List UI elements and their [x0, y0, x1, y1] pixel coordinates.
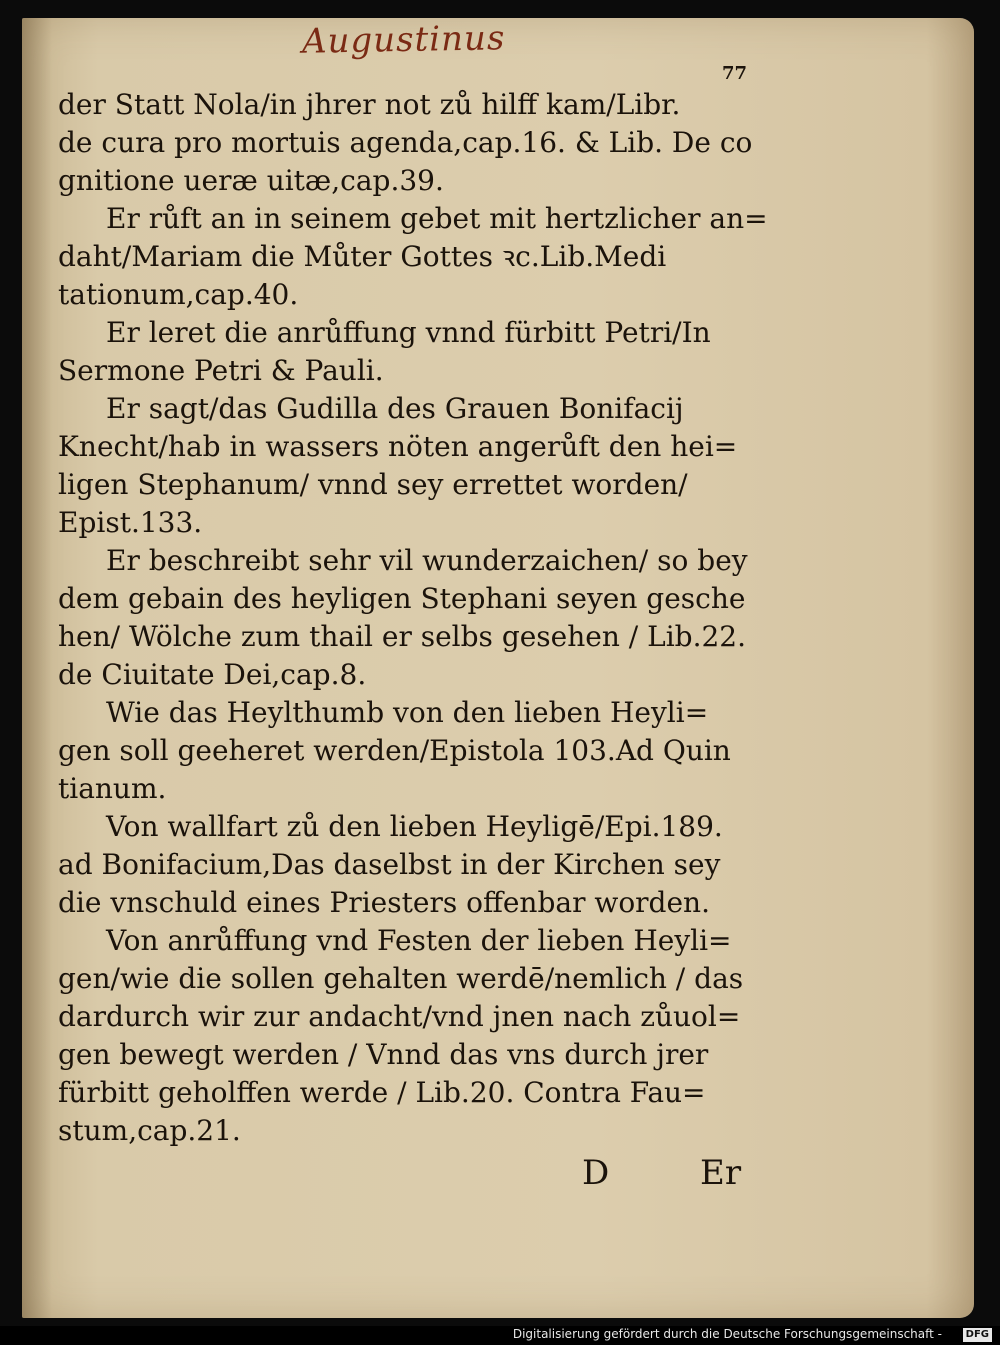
catchword: Er — [700, 1153, 742, 1193]
text-line: dem gebain des heyligen Stephani seyen gesche — [58, 582, 746, 615]
text-line: de Ciuitate Dei,cap.8. — [58, 658, 367, 691]
text-line: de cura pro mortuis agenda,cap.16. & Lib. De co — [58, 126, 753, 159]
text-line: gen soll geeheret werden/Epistola 103.Ad Quin — [58, 734, 731, 767]
text-line: der Statt Nola/in jhrer not zů hilff kam/Libr. — [58, 88, 681, 121]
text-line: Er růft an in seinem gebet mit hertzlicher an= — [106, 202, 768, 235]
text-line: Er sagt/das Gudilla des Grauen Bonifacij — [106, 392, 684, 425]
text-line: Wie das Heylthumb von den lieben Heyli= — [106, 696, 709, 729]
text-line: Epist.133. — [58, 506, 203, 539]
text-line: ligen Stephanum/ vnnd sey errettet worden/ — [58, 468, 688, 501]
text-line: tationum,cap.40. — [58, 278, 299, 311]
text-line: die vnschuld eines Priesters offenbar worden. — [58, 886, 710, 919]
folio-number: 77 — [722, 63, 748, 84]
gutter-shadow — [22, 18, 52, 1318]
text-line: gnitione ueræ uitæ,cap.39. — [58, 164, 444, 197]
footer-credit: Digitalisierung gefördert durch die Deutsche Forschungsgemeinschaft - — [512, 1327, 942, 1341]
dfg-logo: DFG — [963, 1328, 992, 1342]
footer-bar — [0, 1326, 1000, 1345]
text-line: dardurch wir zur andacht/vnd jnen nach zůuol= — [58, 1000, 741, 1033]
text-line: stum,cap.21. — [58, 1114, 241, 1147]
text-block — [58, 86, 778, 1150]
signature-mark: D — [582, 1153, 610, 1193]
text-line: Von wallfart zů den lieben Heyligē/Epi.189. — [106, 810, 723, 843]
text-line: gen/wie die sollen gehalten werdē/nemlich / das — [58, 962, 744, 995]
text-line: tianum. — [58, 772, 167, 805]
text-line: gen bewegt werden / Vnnd das vns durch jrer — [58, 1038, 709, 1071]
text-line: ad Bonifacium,Das daselbst in der Kirchen sey — [58, 848, 721, 881]
text-line: Sermone Petri & Pauli. — [58, 354, 384, 387]
text-line: Von anrůffung vnd Festen der lieben Heyli= — [106, 924, 732, 957]
text-line: Er leret die anrůffung vnnd fürbitt Petri/In — [106, 316, 711, 349]
text-line: fürbitt geholffen werde / Lib.20. Contra Fau= — [58, 1076, 706, 1109]
text-line: Knecht/hab in wassers nöten angerůft den hei= — [58, 430, 738, 463]
text-line: hen/ Wölche zum thail er selbs gesehen / Lib.22. — [58, 620, 747, 653]
book-page — [22, 18, 974, 1318]
handwritten-annotation: Augustinus — [301, 18, 506, 62]
text-line: Er beschreibt sehr vil wunderzaichen/ so bey — [106, 544, 748, 577]
text-line: daht/Mariam die Můter Gottes ꝛc.Lib.Medi — [58, 240, 667, 273]
